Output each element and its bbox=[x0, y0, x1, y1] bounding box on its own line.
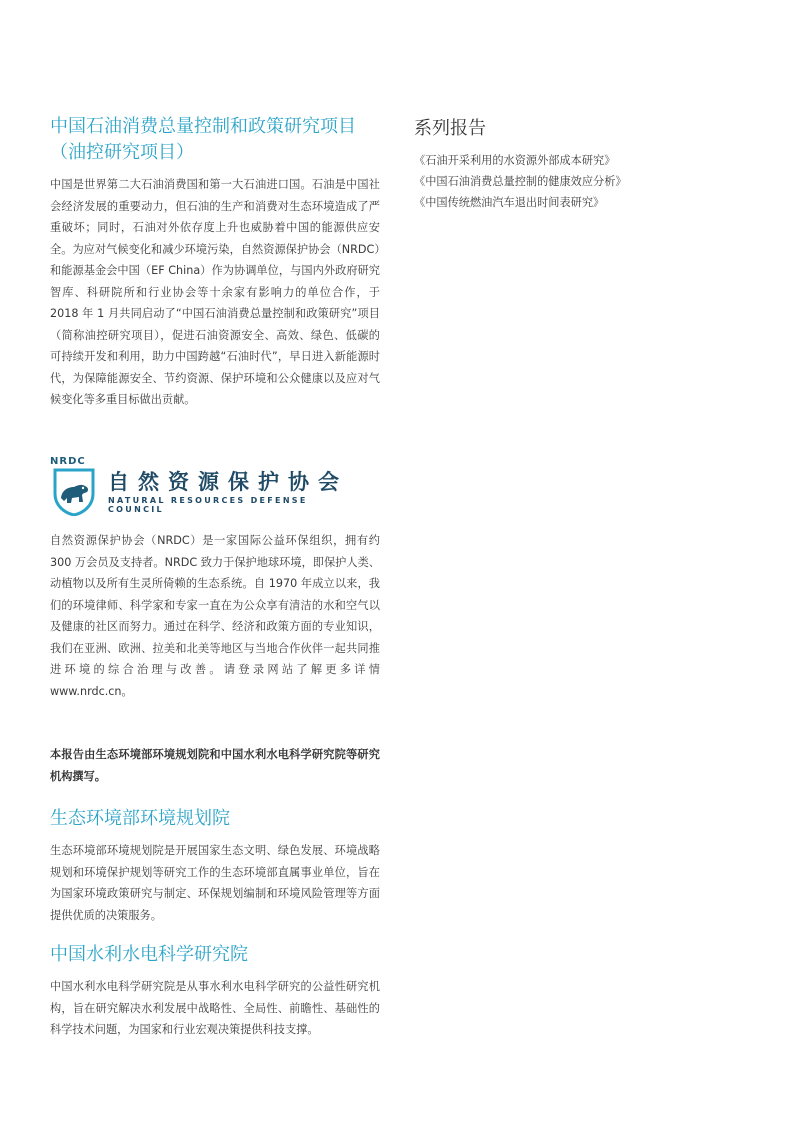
project-title-line2: （油控研究项目） bbox=[50, 142, 194, 163]
nrdc-abbr: NRDC bbox=[50, 456, 86, 467]
series-item: 《中国传统燃油汽车退出时间表研究》 bbox=[414, 196, 605, 209]
nrdc-body: 自然资源保护协会（NRDC）是一家国际公益环保组织，拥有约 300 万会员及支持者。NRDC 致力于保护地球环境，即保护人类、动植物以及所有生灵所倚赖的生态系统。自 1970 年成立以来，我们的环境律师、科学家和专家一直在为公众享有清洁的水和空气以及健康的社区而努力。通过在科学、经济和政策方面的专业知识，我们在亚洲、欧洲、拉美和北美等地区与当地合作伙伴一起共同推进环境的综合治理与改善。请登录网站了解更多详情 www.nrdc.cn。 bbox=[50, 534, 380, 698]
caep-section bbox=[50, 806, 380, 926]
project-title-line1: 中国石油消费总量控制和政策研究项目 bbox=[50, 116, 356, 137]
polar-bear-shield-icon bbox=[52, 468, 96, 516]
series-list bbox=[414, 150, 744, 213]
nrdc-section bbox=[50, 530, 380, 702]
iwhr-section bbox=[50, 942, 380, 1041]
caep-body: 生态环境部环境规划院是开展国家生态文明、绿色发展、环境战略规划和环境保护规划等研究工作的生态环境部直属事业单位，旨在为国家环境政策研究与制定、环保规划编制和环境风险管理等方面提供优质的决策服务。 bbox=[50, 844, 380, 922]
authors-text: 本报告由生态环境部环境规划院和中国水利水电科学研究院等研究机构撰写。 bbox=[50, 748, 380, 783]
project-title bbox=[50, 114, 380, 166]
nrdc-name-en: NATURAL RESOURCES DEFENSE COUNCIL bbox=[108, 496, 308, 514]
series-item: 《石油开采利用的水资源外部成本研究》 bbox=[414, 154, 616, 167]
iwhr-title: 中国水利水电科学研究院 bbox=[50, 944, 248, 965]
series-section bbox=[414, 116, 744, 213]
project-body: 中国是世界第二大石油消费国和第一大石油进口国。石油是中国社会经济发展的重要动力，但石油的生产和消费对生态环境造成了严重破坏；同时，石油对外依存度上升也威胁着中国的能源供应安全。为应对气候变化和减少环境污染，自然资源保护协会（NRDC）和能源基金会中国（EF China）作为协调单位，与国内外政府研究智库、科研院所和行业协会等十余家有影响力的单位合作，于 2018 年 1 月共同启动了“中国石油消费总量控制和政策研究”项目（简称油控研究项目），促进石油资源安全、高效、绿色、低碳的可持续开发和利用，助力中国跨越“石油时代”，早日进入新能源时代，为保障能源安全、节约资源、保护环境和公众健康以及应对气候变化等多重目标做出贡献。 bbox=[50, 178, 380, 406]
nrdc-logo bbox=[50, 456, 350, 516]
iwhr-body: 中国水利水电科学研究院是从事水利水电科学研究的公益性研究机构，旨在研究解决水利发展中战略性、全局性、前瞻性、基础性的科学技术问题，为国家和行业宏观决策提供科技支撑。 bbox=[50, 980, 380, 1036]
caep-title: 生态环境部环境规划院 bbox=[50, 808, 230, 829]
series-item: 《中国石油消费总量控制的健康效应分析》 bbox=[414, 175, 627, 188]
series-title: 系列报告 bbox=[414, 118, 486, 139]
project-section bbox=[50, 114, 380, 411]
nrdc-name-cn: 自然资源保护协会 bbox=[108, 470, 348, 494]
authors-section bbox=[50, 744, 380, 787]
